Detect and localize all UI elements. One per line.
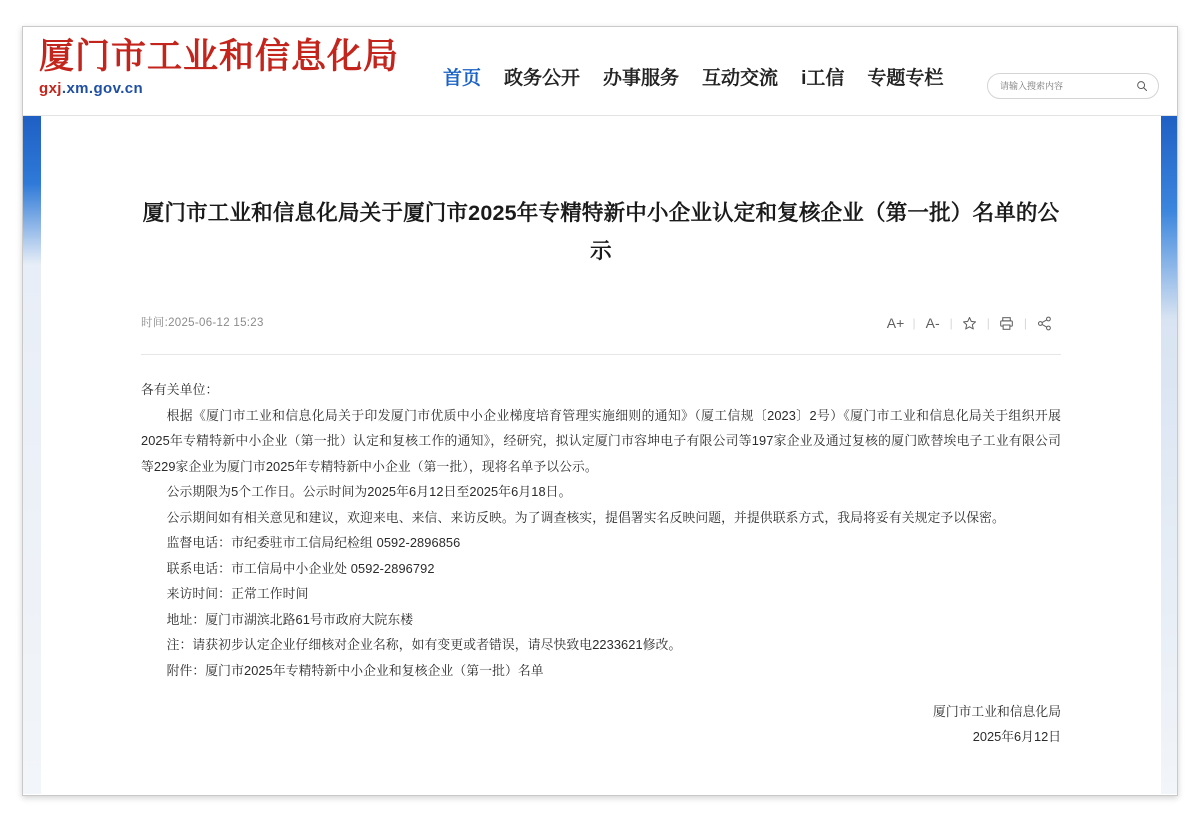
nav-item-home[interactable]: 首页 [443,68,482,89]
article-paragraph: 来访时间：正常工作时间 [166,586,309,602]
toolbar-divider: | [986,315,990,330]
article-meta-row [141,314,1061,355]
site-brand-domain [39,80,439,97]
nav-item-special-columns[interactable]: 专题专栏 [867,68,944,89]
share-icon[interactable] [1027,314,1061,331]
main-nav [443,63,943,90]
toolbar-divider: | [949,315,953,330]
search-input[interactable] [998,80,1122,92]
article-timestamp: 时间:2025-06-12 15:23 [141,317,264,330]
site-brand-title: 厦门市工业和信息化局 [39,37,400,76]
article-paragraph: 各有关单位： [141,382,219,398]
article-paragraph: 联系电话：市工信局中小企业处 0592-2896792 [166,560,435,576]
article-paragraph: 公示期间如有相关意见和建议，欢迎来电、来信、来访反映。为了调查核实，提倡署实名反映问题，并提供联系方式，我局将妥有关规定予以保密。 [166,509,1005,525]
page-title: 厦门市工业和信息化局关于厦门市2025年专精特新中小企业认定和复核企业（第一批）名单的公示 [142,201,1060,264]
article-paper [41,116,1161,794]
article-container [141,116,1061,749]
article-signature [141,699,1061,749]
page-edge-left [23,116,41,794]
nav-item-government-affairs[interactable]: 政务公开 [504,68,581,89]
site-brand-domain-prefix: gxj [39,80,62,97]
signature-date: 2025年6月12日 [972,729,1061,745]
signature-org: 厦门市工业和信息化局 [933,704,1061,720]
font-increase-icon[interactable]: A+ [886,314,905,331]
toolbar-divider: | [1023,315,1027,330]
print-icon[interactable] [990,314,1024,331]
site-brand-domain-rest: .xm.gov.cn [61,80,144,97]
article-paragraph: 公示期限为5个工作日。公示时间为2025年6月12日至2025年6月18日。 [166,484,572,500]
browser-frame [22,26,1178,796]
site-header [23,27,1177,116]
site-brand[interactable] [39,35,439,97]
article-body [141,377,1061,683]
article-paragraph: 监督电话：市纪委驻市工信局纪检组 0592-2896856 [166,535,461,551]
article-toolbar [879,314,1062,331]
article-attachment-line[interactable]: 附件：厦门市2025年专精特新中小企业和复核企业（第一批）名单 [166,662,544,678]
nav-item-i-gongxin[interactable]: i工信 [801,68,845,89]
nav-item-interaction[interactable]: 互动交流 [702,68,779,89]
article-paragraph: 地址：厦门市湖滨北路61号市政府大院东楼 [166,611,414,627]
page-edge-right [1161,116,1177,794]
font-decrease-icon[interactable]: A- [925,314,940,331]
article-paragraph: 注：请获初步认定企业仔细核对企业名称，如有变更或者错误，请尽快致电2233621修改。 [166,637,682,653]
nav-item-services[interactable]: 办事服务 [603,68,680,89]
search-icon[interactable] [1136,80,1148,92]
search-box[interactable] [987,73,1159,99]
toolbar-divider: | [912,315,916,330]
article-paragraph: 根据《厦门市工业和信息化局关于印发厦门市优质中小企业梯度培育管理实施细则的通知》（厦工信规〔2023〕2号）《厦门市工业和信息化局关于组织开展2025年专精特新中小企业（第一批）认定和复核工作的通知》，经研究，拟认定厦门市容坤电子有限公司等197家企业及通过复核的厦门欧替埃电子工业有限公司等229家企业为厦门市2025年专精特新中小企业（第一批），现将名单予以公示。 [141,407,1061,474]
content-area [23,116,1177,794]
favorite-star-icon[interactable] [953,314,987,331]
